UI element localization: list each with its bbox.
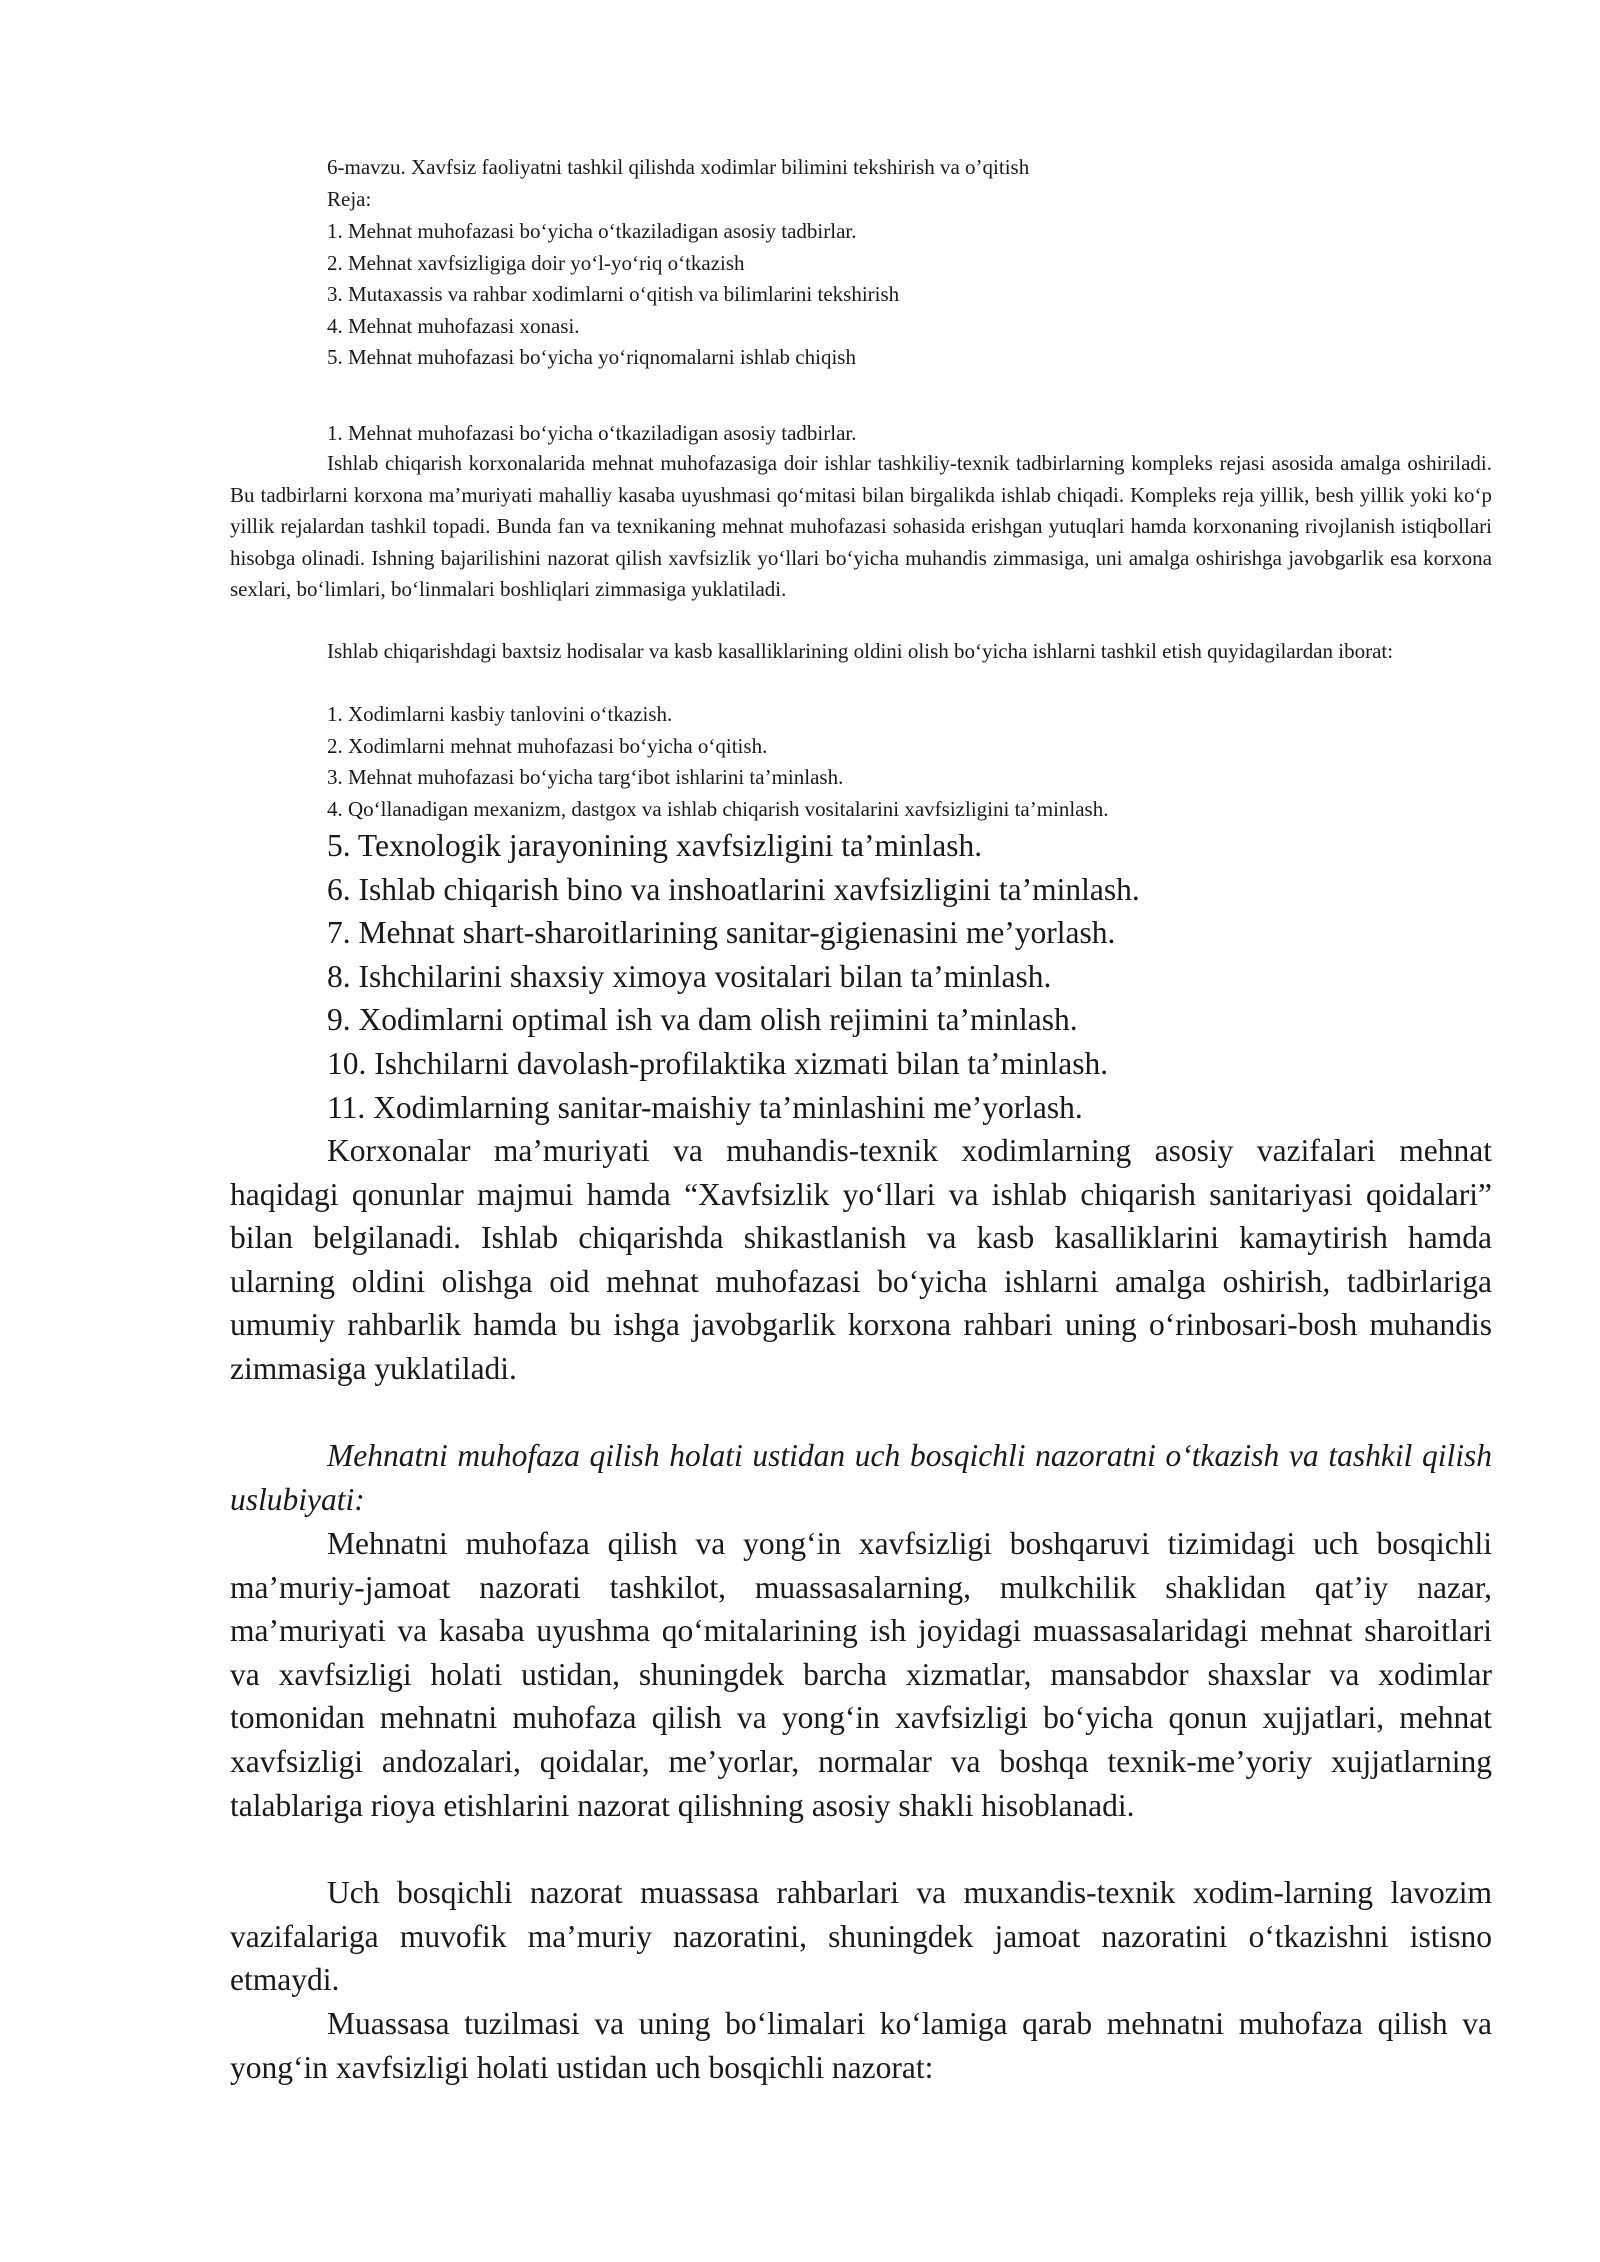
paragraph-1: Ishlab chiqarish korxonalarida mehnat muhofazasiga doir ishlar tashkiliy-texnik tadbirlarning kompleks rejasi asosida amalga oshiriladi. Bu tadbirlarni korxona ma’muriyati mahalliy kasaba uyushmasi qoʻmitasi bilan birgalikda ishlab chiqadi. Kompleks reja yillik, besh yillik yoki koʻp yillik rejalardan tashkil topadi. Bunda fan va texnikaning mehnat muhofazasi sohasida erishgan yutuqlari hamda korxonaning rivojlanish istiqbollari hisobga olinadi. Ishning bajarilishini nazorat qilish xavfsizlik yoʻllari boʻyicha muhandis zimmasiga, uni amalga oshirishga javobgarlik esa korxona sexlari, boʻlimlari, boʻlinmalari boshliqlari zimmasiga yuklatiladi. [230,451,1492,601]
topic-title: 6-mavzu. Xavfsiz faoliyatni tashkil qilishda xodimlar bilimini tekshirish va o’qitish [327,155,1030,179]
list-item: 2. Xodimlarni mehnat muhofazasi boʻyicha oʻqitish. [327,733,768,758]
list-item: 3. Mehnat muhofazasi boʻyicha targʻibot ishlarini ta’minlash. [327,765,844,789]
plan-list [327,216,899,374]
plan-item: 1. Mehnat muhofazasi boʻyicha oʻtkaziladigan asosiy tadbirlar. [327,219,857,243]
list-item: 6. Ishlab chiqarish bino va inshoatlarini xavfsizligini ta’minlash. [327,871,1140,907]
italic-heading: Mehnatni muhofaza qilish holati ustidan uch bosqichli nazoratni oʻtkazish va tashkil qilish uslubiyati: [230,1438,1492,1517]
measures-list-small [327,699,1108,825]
list-item: 9. Xodimlarni optimal ish va dam olish rejimini ta’minlash. [327,1002,1078,1038]
plan-item: 3. Mutaxassis va rahbar xodimlarni oʻqitish va bilimlarini tekshirish [327,282,900,306]
list-item: 1. Xodimlarni kasbiy tanlovini oʻtkazish. [327,702,673,726]
section-heading: 1. Mehnat muhofazasi boʻyicha oʻtkaziladigan asosiy tadbirlar. [327,421,857,445]
paragraph-2: Ishlab chiqarishdagi baxtsiz hodisalar va kasb kasalliklarining oldini olish boʻyicha ishlarni tashkil etish quyidagilardan iborat: [327,639,1394,663]
paragraph-5: Uch bosqichli nazorat muassasa rahbarlari va muxandis-texnik xodim-larning lavozim vazifalariga muvofik ma’muriy nazoratini, shuningdek jamoat nazoratini oʻtkazishni istisno etmaydi. [230,1875,1492,1998]
paragraph-6: Muassasa tuzilmasi va uning boʻlimalari koʻlamiga qarab mehnatni muhofaza qilish va yongʻin xavfsizligi holati ustidan uch bosqichli nazorat: [230,2006,1492,2085]
plan-item: 2. Mehnat xavfsizligiga doir yoʻl-yoʻriq oʻtkazish [327,250,745,275]
measures-list-large [327,824,1140,1129]
paragraph-4: Mehnatni muhofaza qilish va yongʻin xavfsizligi boshqaruvi tizimidagi uch bosqichli ma’muriy-jamoat nazorati tashkilot, muassasalarning, mulkchilik shaklidan qat’iy nazar, ma’muriyati va kasaba uyushma qoʻmitalarining ish joyidagi muassasalaridagi mehnat sharoitlari va xavfsizligi holati ustidan, shuningdek barcha xizmatlar, mansabdor shaxslar va xodimlar tomonidan mehnatni muhofaza qilish va yongʻin xavfsizligi boʻyicha qonun xujjatlari, mehnat xavfsizligi andozalari, qoidalar, me’yorlar, normalar va boshqa texnik-me’yoriy xujjatlarning talablariga rioya etishlarini nazorat qilishning asosiy shakli hisoblanadi. [230,1526,1492,1823]
paragraph-3: Korxonalar ma’muriyati va muhandis-texnik xodimlarning asosiy vazifalari mehnat haqidagi qonunlar majmui hamda “Xavfsizlik yoʻllari va ishlab chiqarish sanitariyasi qoidalari” bilan belgilanadi. Ishlab chiqarishda shikastlanish va kasb kasalliklarini kamaytirish hamda ularning oldini olishga oid mehnat muhofazasi boʻyicha ishlarni amalga oshirish, tadbirlariga umumiy rahbarlik hamda bu ishga javobgarlik korxona rahbari uning oʻrinbosari-bosh muhandis zimmasiga yuklatiladi. [230,1133,1492,1386]
plan-label: Reja: [327,187,372,211]
plan-item: 4. Mehnat muhofazasi xonasi. [327,313,580,338]
list-item: 7. Mehnat shart-sharoitlarining sanitar-gigienasini me’yorlash. [327,915,1116,951]
list-item: 4. Qoʻllanadigan mexanizm, dastgox va ishlab chiqarish vositalarini xavfsizligini ta’minlash. [327,796,1109,821]
list-item: 10. Ishchilarni davolash-profilaktika xizmati bilan ta’minlash. [327,1045,1109,1081]
list-item: 8. Ishchilarini shaxsiy ximoya vositalari bilan ta’minlash. [327,958,1052,994]
plan-item: 5. Mehnat muhofazasi boʻyicha yoʻriqnomalarni ishlab chiqish [327,345,856,369]
list-item: 5. Texnologik jarayonining xavfsizligini ta’minlash. [327,828,983,863]
list-item: 11. Xodimlarning sanitar-maishiy ta’minlashini me’yorlash. [327,1089,1083,1125]
